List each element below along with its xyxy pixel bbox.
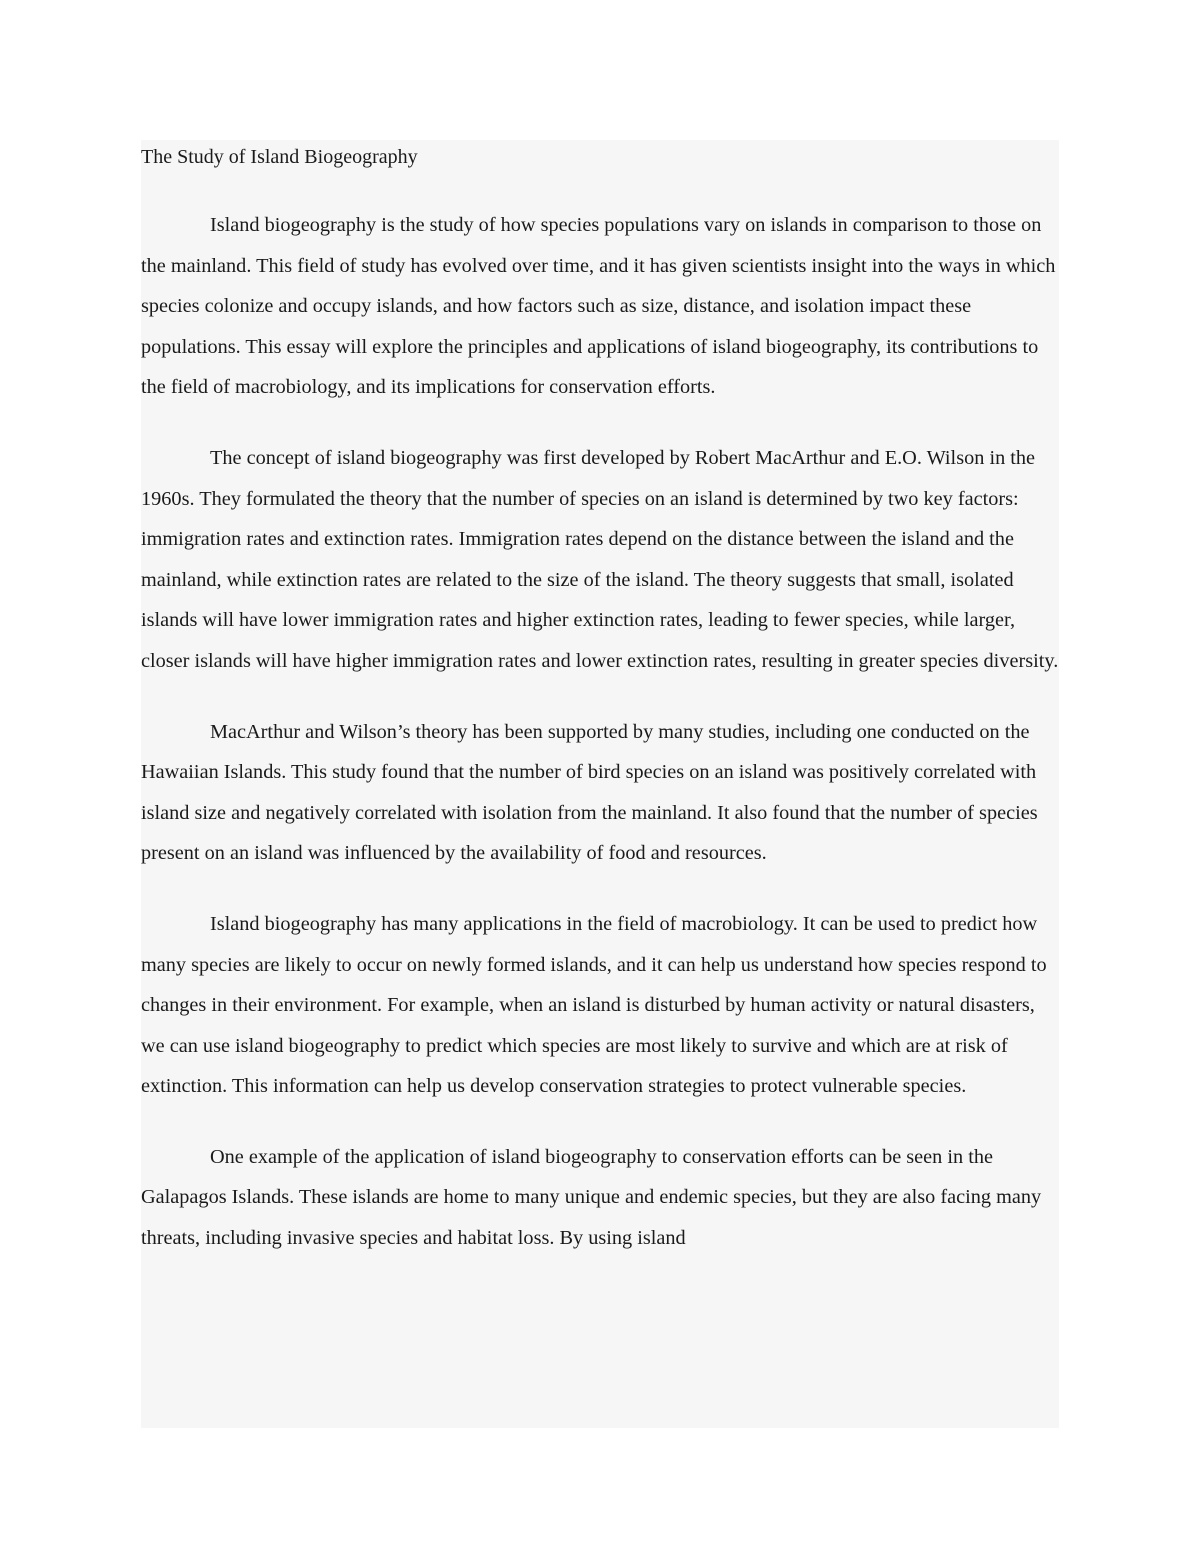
paragraph-4: Island biogeography has many applications in the field of macrobiology. It can be used to predict how many species are likely to occur on newly formed islands, and it can help us understand how species respond to changes in their environment. For example, when an island is disturbed by human activity or natural disasters, we can use island biogeography to predict which species are most likely to survive and which are at risk of extinction. This information can help us develop conservation strategies to protect vulnerable species.	[141, 912, 1047, 1098]
paragraph-2: The concept of island biogeography was first developed by Robert MacArthur and E.O. Wilson in the 1960s. They formulated the theory that the number of species on an island is determined by two key factors: immigration rates and extinction rates. Immigration rates depend on the distance between the island and the mainland, while extinction rates are related to the size of the island. The theory suggests that small, isolated islands will have lower immigration rates and higher extinction rates, leading to fewer species, while larger, closer islands will have higher immigration rates and lower extinction rates, resulting in greater species diversity.	[141, 446, 1059, 672]
paragraph-1: Island biogeography is the study of how species populations vary on islands in comparison to those on the mainland. This field of study has evolved over time, and it has given scientists insight into the ways in which species colonize and occupy islands, and how factors such as size, distance, and isolation impact these populations. This essay will explore the principles and applications of island biogeography, its contributions to the field of macrobiology, and its implications for conservation efforts.	[141, 214, 1056, 399]
paragraph-5: One example of the application of island biogeography to conservation efforts can be seen in the Galapagos Islands. These islands are home to many unique and endemic species, but they are also facing many threats, including invasive species and habitat loss. By using island	[141, 1145, 1042, 1250]
document-title: The Study of Island Biogeography	[141, 146, 418, 168]
paragraph-3: MacArthur and Wilson’s theory has been supported by many studies, including one conducted on the Hawaiian Islands. This study found that the number of bird species on an island was positively correlated with island size and negatively correlated with isolation from the mainland. It also found that the number of species present on an island was influenced by the availability of food and resources.	[141, 720, 1038, 865]
text-selection-area[interactable]	[141, 140, 1059, 1428]
document-body	[141, 205, 1059, 1259]
